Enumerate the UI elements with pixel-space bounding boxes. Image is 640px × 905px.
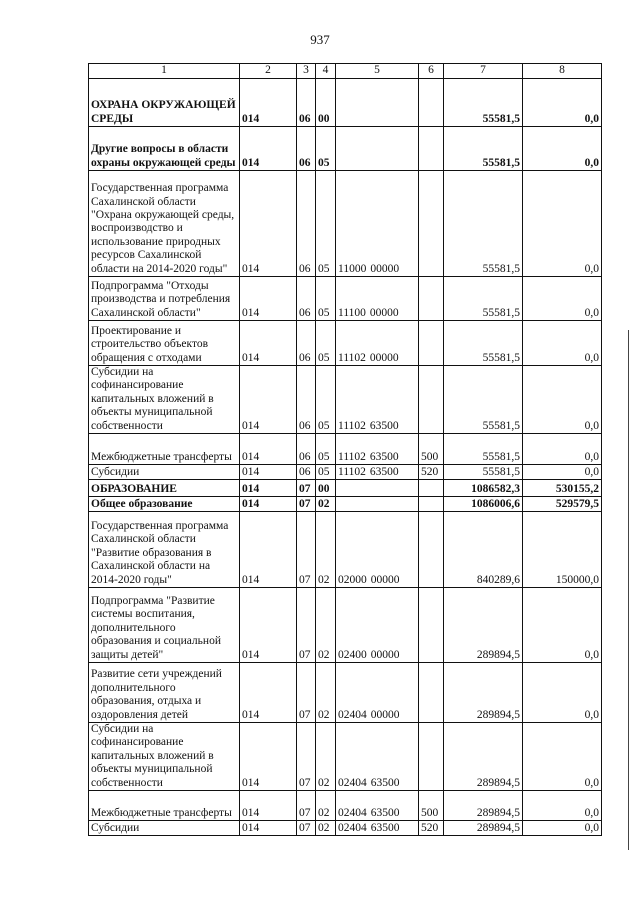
expense-type-cell (419, 79, 444, 127)
table-row (89, 171, 602, 277)
target-article-part2: 63500 (369, 419, 399, 432)
table-row (89, 663, 602, 723)
target-article-part1: 02400 (338, 648, 367, 661)
target-article-part1: 02404 (338, 821, 367, 834)
item-name-cell: ОБРАЗОВАНИЕ (89, 480, 240, 497)
target-article-cell (336, 497, 419, 512)
target-article-part1: 11102 (338, 465, 366, 478)
item-name-cell: Субсидии (89, 465, 240, 480)
ministry-code-cell: 014 (240, 465, 297, 480)
expense-type-cell (419, 588, 444, 663)
item-name-cell: ОХРАНА ОКРУЖАЮЩЕЙ СРЕДЫ (89, 79, 240, 127)
subsection-code-cell: 05 (316, 434, 336, 465)
expense-type-cell: 500 (419, 791, 444, 821)
table-row (89, 791, 602, 821)
target-article-part1: 02404 (338, 776, 367, 789)
target-article-part1: 02000 (338, 573, 367, 586)
table-row (89, 366, 602, 434)
item-name-cell: Развитие сети учреждений дополнительного образования, отдыха и оздоровления детей (89, 663, 240, 723)
table-row (89, 127, 602, 171)
expense-type-cell (419, 366, 444, 434)
expense-type-cell (419, 512, 444, 588)
amount-cell: 55581,5 (444, 79, 523, 127)
section-code-cell: 07 (297, 512, 316, 588)
subsection-code-cell: 00 (316, 79, 336, 127)
amount-cell: 150000,0 (523, 512, 602, 588)
target-article-part2: 00000 (370, 573, 400, 586)
item-name-cell: Межбюджетные трансферты (89, 434, 240, 465)
expense-type-cell (419, 663, 444, 723)
section-code-cell: 07 (297, 497, 316, 512)
ministry-code-cell: 014 (240, 791, 297, 821)
amount-cell: 55581,5 (444, 171, 523, 277)
target-article-part2: 63500 (370, 806, 400, 819)
subsection-code-cell: 00 (316, 480, 336, 497)
expense-type-cell (419, 277, 444, 321)
subsection-code-cell: 02 (316, 791, 336, 821)
amount-cell: 55581,5 (444, 366, 523, 434)
section-code-cell: 06 (297, 465, 316, 480)
table-row (89, 497, 602, 512)
amount-cell: 840289,6 (444, 512, 523, 588)
ministry-code-cell: 014 (240, 480, 297, 497)
section-code-cell: 06 (297, 79, 316, 127)
ministry-code-cell: 014 (240, 277, 297, 321)
item-name-cell: Подпрограмма "Развитие системы воспитания, дополнительного образования и социальной защиты детей" (89, 588, 240, 663)
amount-cell: 0,0 (523, 277, 602, 321)
section-code-cell: 06 (297, 171, 316, 277)
expense-type-cell (419, 321, 444, 366)
target-article-cell (336, 791, 419, 821)
target-article-part1: 11000 (338, 262, 367, 275)
amount-cell: 55581,5 (444, 434, 523, 465)
target-article-cell (336, 366, 419, 434)
ministry-code-cell: 014 (240, 512, 297, 588)
amount-cell: 289894,5 (444, 791, 523, 821)
amount-cell: 530155,2 (523, 480, 602, 497)
amount-cell: 0,0 (523, 127, 602, 171)
subsection-code-cell: 02 (316, 497, 336, 512)
subsection-code-cell: 05 (316, 366, 336, 434)
amount-cell: 0,0 (523, 79, 602, 127)
item-name-cell: Государственная программа Сахалинской области "Охрана окружающей среды, воспроизводство и использование природных ресурсов Сахалинской области на 2014-2020 годы" (89, 171, 240, 277)
section-code-cell: 07 (297, 480, 316, 497)
target-article-part1: 11102 (338, 450, 366, 463)
amount-cell: 0,0 (523, 171, 602, 277)
target-article-part1: 11102 (338, 351, 366, 364)
subsection-code-cell: 05 (316, 171, 336, 277)
item-name-cell: Субсидии (89, 821, 240, 836)
section-code-cell: 06 (297, 321, 316, 366)
target-article-part2: 00000 (370, 648, 400, 661)
target-article-cell (336, 127, 419, 171)
target-article-part2: 00000 (370, 708, 400, 721)
section-code-cell: 06 (297, 366, 316, 434)
subsection-code-cell: 05 (316, 321, 336, 366)
subsection-code-cell: 05 (316, 127, 336, 171)
target-article-cell (336, 79, 419, 127)
subsection-code-cell: 02 (316, 723, 336, 791)
amount-cell: 529579,5 (523, 497, 602, 512)
item-name-cell: Субсидии на софинансирование капитальных вложений в объекты муниципальной собственности (89, 723, 240, 791)
amount-cell: 0,0 (523, 321, 602, 366)
expense-type-cell (419, 480, 444, 497)
amount-cell: 0,0 (523, 663, 602, 723)
page-number: 937 (310, 32, 330, 47)
budget-table (88, 63, 602, 836)
target-article-cell (336, 480, 419, 497)
table-row (89, 821, 602, 836)
target-article-cell (336, 663, 419, 723)
amount-cell: 0,0 (523, 791, 602, 821)
ministry-code-cell: 014 (240, 588, 297, 663)
ministry-code-cell: 014 (240, 821, 297, 836)
ministry-code-cell: 014 (240, 127, 297, 171)
table-row (89, 465, 602, 480)
section-code-cell: 07 (297, 588, 316, 663)
subsection-code-cell: 05 (316, 465, 336, 480)
header-cell: 2 (240, 64, 297, 79)
target-article-cell (336, 434, 419, 465)
header-cell: 6 (419, 64, 444, 79)
item-name-cell: Межбюджетные трансферты (89, 791, 240, 821)
amount-cell: 289894,5 (444, 663, 523, 723)
table-row (89, 723, 602, 791)
expense-type-cell (419, 723, 444, 791)
item-name-cell: Субсидии на софинансирование капитальных вложений в объекты муниципальной собственности (89, 366, 240, 434)
section-code-cell: 06 (297, 127, 316, 171)
ministry-code-cell: 014 (240, 321, 297, 366)
section-code-cell: 07 (297, 723, 316, 791)
target-article-cell (336, 821, 419, 836)
item-name-cell: Государственная программа Сахалинской области "Развитие образования в Сахалинской области на 2014-2020 годы" (89, 512, 240, 588)
amount-cell: 0,0 (523, 366, 602, 434)
target-article-cell (336, 512, 419, 588)
section-code-cell: 06 (297, 277, 316, 321)
section-code-cell: 07 (297, 791, 316, 821)
section-code-cell: 07 (297, 821, 316, 836)
target-article-part1: 11100 (338, 306, 366, 319)
amount-cell: 0,0 (523, 723, 602, 791)
expense-type-cell (419, 171, 444, 277)
header-cell: 4 (316, 64, 336, 79)
target-article-part1: 11102 (338, 419, 366, 432)
ministry-code-cell: 014 (240, 171, 297, 277)
target-article-part1: 02404 (338, 708, 367, 721)
item-name-cell: Другие вопросы в области охраны окружающей среды (89, 127, 240, 171)
section-code-cell: 06 (297, 434, 316, 465)
amount-cell: 0,0 (523, 465, 602, 480)
subsection-code-cell: 02 (316, 663, 336, 723)
header-cell: 5 (336, 64, 419, 79)
section-code-cell: 07 (297, 663, 316, 723)
target-article-cell (336, 277, 419, 321)
subsection-code-cell: 02 (316, 588, 336, 663)
target-article-part2: 63500 (369, 465, 399, 478)
amount-cell: 0,0 (523, 588, 602, 663)
target-article-part1: 02404 (338, 806, 367, 819)
target-article-part2: 00000 (370, 262, 400, 275)
ministry-code-cell: 014 (240, 663, 297, 723)
table-row (89, 480, 602, 497)
ministry-code-cell: 014 (240, 434, 297, 465)
ministry-code-cell: 014 (240, 497, 297, 512)
target-article-part2: 00000 (369, 306, 399, 319)
target-article-cell (336, 321, 419, 366)
amount-cell: 55581,5 (444, 465, 523, 480)
table-row (89, 321, 602, 366)
target-article-part2: 63500 (370, 776, 400, 789)
item-name-cell: Подпрограмма "Отходы производства и потребления Сахалинской области" (89, 277, 240, 321)
expense-type-cell: 520 (419, 821, 444, 836)
ministry-code-cell: 014 (240, 723, 297, 791)
target-article-part2: 63500 (370, 821, 400, 834)
amount-cell: 0,0 (523, 821, 602, 836)
target-article-cell (336, 465, 419, 480)
header-cell: 8 (523, 64, 602, 79)
target-article-part2: 00000 (369, 351, 399, 364)
header-cell: 1 (89, 64, 240, 79)
expense-type-cell (419, 497, 444, 512)
target-article-cell (336, 723, 419, 791)
table-row (89, 434, 602, 465)
table-header-row (89, 64, 602, 79)
target-article-cell (336, 171, 419, 277)
amount-cell: 289894,5 (444, 821, 523, 836)
expense-type-cell (419, 127, 444, 171)
table-row (89, 588, 602, 663)
subsection-code-cell: 05 (316, 277, 336, 321)
expense-type-cell: 500 (419, 434, 444, 465)
target-article-cell (336, 588, 419, 663)
amount-cell: 55581,5 (444, 127, 523, 171)
header-cell: 7 (444, 64, 523, 79)
amount-cell: 0,0 (523, 434, 602, 465)
table-row (89, 277, 602, 321)
ministry-code-cell: 014 (240, 79, 297, 127)
item-name-cell: Общее образование (89, 497, 240, 512)
expense-type-cell: 520 (419, 465, 444, 480)
amount-cell: 55581,5 (444, 277, 523, 321)
amount-cell: 55581,5 (444, 321, 523, 366)
ministry-code-cell: 014 (240, 366, 297, 434)
table-row (89, 79, 602, 127)
margin-rule (628, 330, 629, 850)
table-row (89, 512, 602, 588)
target-article-part2: 63500 (369, 450, 399, 463)
amount-cell: 289894,5 (444, 588, 523, 663)
subsection-code-cell: 02 (316, 821, 336, 836)
amount-cell: 1086006,6 (444, 497, 523, 512)
amount-cell: 1086582,3 (444, 480, 523, 497)
amount-cell: 289894,5 (444, 723, 523, 791)
subsection-code-cell: 02 (316, 512, 336, 588)
item-name-cell: Проектирование и строительство объектов обращения с отходами (89, 321, 240, 366)
header-cell: 3 (297, 64, 316, 79)
